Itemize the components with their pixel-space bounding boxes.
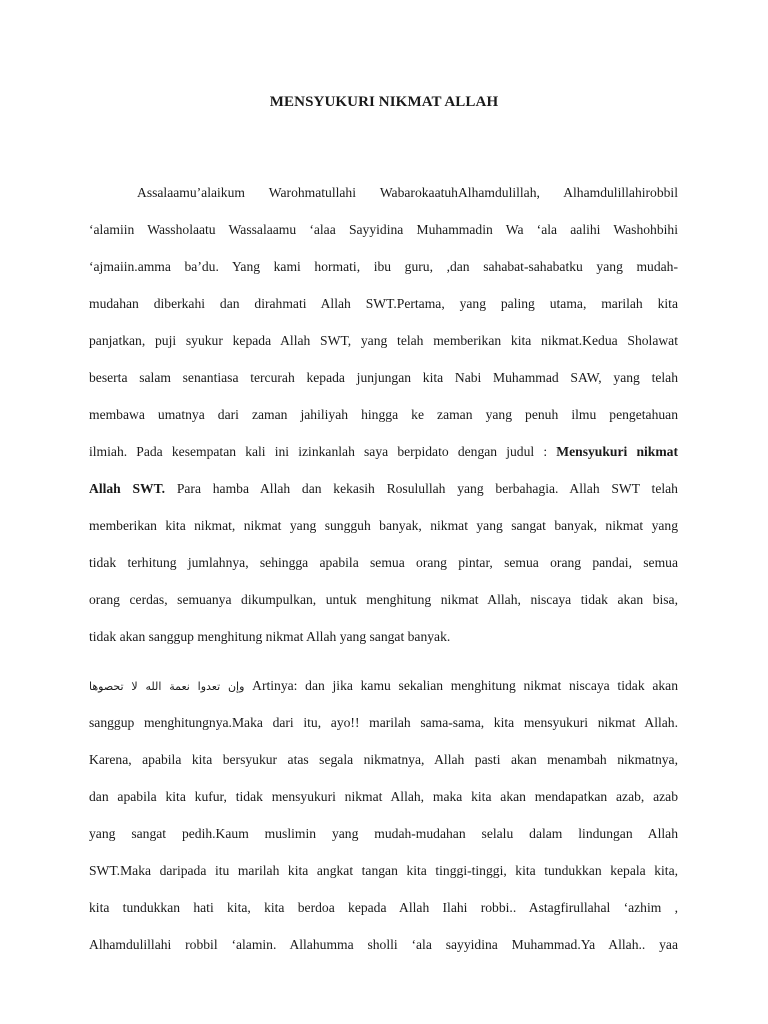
text-line: sanggup menghitungnya.Maka dari itu, ayo!! marilah sama-sama, kita mensyukuri nikmat Allah. (89, 715, 678, 730)
text-line: membawa umatnya dari zaman jahiliyah hingga ke zaman yang penuh ilmu pengetahuan (89, 407, 678, 422)
text-line (89, 433, 678, 470)
text-line: ‘ajmaiin.amma ba’du. Yang kami hormati, ibu guru, ,dan sahabat-sahabatku yang mudah- (89, 259, 678, 274)
text-line: memberikan kita nikmat, nikmat yang sungguh banyak, nikmat yang sangat banyak, nikmat yang (89, 518, 678, 533)
text-line: orang cerdas, semuanya dikumpulkan, untuk menghitung nikmat Allah, niscaya tidak akan bisa, (89, 592, 678, 607)
text-line: beserta salam senantiasa tercurah kepada junjungan kita Nabi Muhammad SAW, yang telah (89, 370, 678, 385)
speech-title-bold: Mensyukuri nikmat (556, 444, 678, 459)
arabic-verse: وإن تعدوا نعمة الله لا تحصوها (89, 680, 245, 693)
paragraph-main (89, 667, 678, 963)
text-line: yang sangat pedih.Kaum muslimin yang mudah-mudahan selalu dalam lindungan Allah (89, 826, 678, 841)
document-body (89, 174, 678, 963)
text-line: kita tundukkan hati kita, kita berdoa kepada Allah Ilahi robbi.. Astagfirullahal ‘azhim , (89, 900, 678, 915)
paragraph-spacer (89, 655, 678, 667)
text-line: SWT.Maka daripada itu marilah kita angkat tangan kita tinggi-tinggi, kita tundukkan kepala kita, (89, 863, 678, 878)
text-line: Assalaamu’alaikum Warohmatullahi WabarokaatuhAlhamdulillah, Alhamdulillahirobbil (137, 185, 678, 200)
text-line: panjatkan, puji syukur kepada Allah SWT, yang telah memberikan kita nikmat.Kedua Sholawat (89, 333, 678, 348)
text-segment: Para hamba Allah dan kekasih Rosulullah yang berbahagia. Allah SWT telah (165, 481, 678, 496)
text-line: Karena, apabila kita bersyukur atas segala nikmatnya, Allah pasti akan menambah nikmatnya, (89, 752, 678, 767)
text-line: ‘alamiin Wassholaatu Wassalaamu ‘alaa Sayyidina Muhammadin Wa ‘ala aalihi Washohbihi (89, 222, 678, 237)
text-line: dan apabila kita kufur, tidak mensyukuri nikmat Allah, maka kita akan mendapatkan azab, azab (89, 789, 678, 804)
text-line: Alhamdulillahi robbil ‘alamin. Allahumma sholli ‘ala sayyidina Muhammad.Ya Allah.. yaa (89, 937, 678, 952)
paragraph-opening (89, 174, 678, 655)
text-line: tidak terhitung jumlahnya, sehingga apabila semua orang pintar, semua orang pandai, semua (89, 555, 678, 570)
text-line (89, 667, 678, 704)
text-segment: Artinya: dan jika kamu sekalian menghitung nikmat niscaya tidak akan (244, 678, 678, 693)
text-line: tidak akan sanggup menghitung nikmat Allah yang sangat banyak. (89, 629, 451, 644)
text-line: mudahan diberkahi dan dirahmati Allah SWT.Pertama, yang paling utama, marilah kita (89, 296, 678, 311)
text-line (89, 470, 678, 507)
speech-title-bold: Allah SWT. (89, 481, 166, 496)
text-segment: ilmiah. Pada kesempatan kali ini izinkanlah saya berpidato dengan judul : (89, 444, 557, 459)
page-title: MENSYUKURI NIKMAT ALLAH (269, 94, 499, 110)
